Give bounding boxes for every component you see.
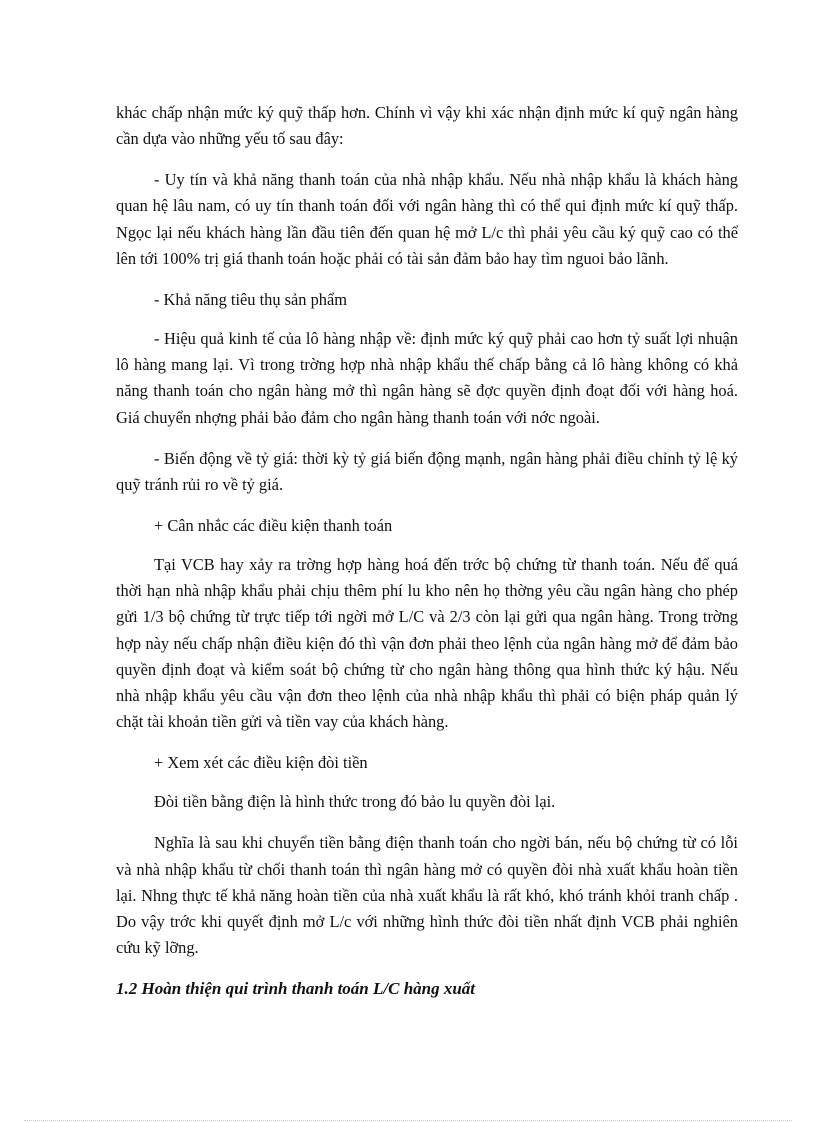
document-page <box>116 100 738 1002</box>
paragraph-meaning: Nghĩa là sau khi chuyển tiền bằng điện thanh toán cho ngời bán, nếu bộ chứng từ có lỗi và nhà nhập khẩu từ chối thanh toán thì ngân hàng mở có quyền đòi nhà xuất khẩu hoàn tiền lại. Nhng thực tế khả năng hoàn tiền của nhà xuất khẩu là rất khó, khó tránh khỏi tranh chấp . Do vậy trớc khi quyết định mở L/c với những hình thức đòi tiền nhất định VCB phải nghiên cứu kỹ lỡng. <box>116 833 738 958</box>
paragraph-continuation: khác chấp nhận mức ký quỹ thấp hơn. Chính vì vậy khi xác nhận định mức kí quỹ ngân hàng cần dựa vào những yếu tố sau đây: <box>116 103 738 149</box>
paragraph-reputation: - Uy tín và khả năng thanh toán của nhà nhập khẩu. Nếu nhà nhập khẩu là khách hàng quan hệ lâu nam, có uy tín thanh toán đối với ngân hàng thì có thể qui định mức kí quỹ thấp. Ngọc lại nếu khách hàng lần đầu tiên đến quan hệ mở L/c thì phải yêu cầu ký quỹ cao có thể lên tới 100% trị giá thanh toán hoặc phải có tài sản đảm bảo hay tìm nguoi bảo lãnh. <box>116 170 738 268</box>
paragraph-economic-efficiency: - Hiệu quả kinh tế của lô hàng nhập về: định mức ký quỹ phải cao hơn tỷ suất lợi nhuận lô hàng mang lại. Vì trong trờng hợp nhà nhập khẩu thế chấp bằng cả lô hàng không có khả năng thanh toán cho ngân hàng mở thì ngân hàng sẽ đợc quyền định đoạt đối với hàng hoá. Giá chuyển nhợng phải bảo đảm cho ngân hàng thanh toán với nớc ngoài. <box>116 329 738 427</box>
paragraph-vcb-case: Tại VCB hay xảy ra trờng hợp hàng hoá đến trớc bộ chứng từ thanh toán. Nếu để quá thời hạn nhà nhập khẩu phải chịu thêm phí lu kho nên họ thờng yêu cầu ngân hàng cho phép gửi 1/3 bộ chứng từ trực tiếp tới ngời mở L/C và 2/3 còn lại gửi qua ngân hàng. Trong trờng hợp này nếu chấp nhận điều kiện đó thì vận đơn phải theo lệnh của ngân hàng mở để đảm bảo quyền định đoạt và kiểm soát bộ chứng từ cho ngân hàng thông qua hình thức ký hậu. Nếu nhà nhập khẩu yêu cầu vận đơn theo lệnh của nhà nhập khẩu thì phải có biện pháp quản lý chặt tài khoản tiền gửi và tiền vay của khách hàng. <box>116 555 738 732</box>
paragraph-telegraphic-claim: Đòi tiền bằng điện là hình thức trong đó bảo lu quyền đòi lại. <box>154 792 556 812</box>
section-heading: 1.2 Hoàn thiện qui trình thanh toán L/C hàng xuất <box>116 979 476 999</box>
paragraph-exchange-rate: - Biến động về tỷ giá: thời kỳ tỷ giá biến động mạnh, ngân hàng phải điều chỉnh tỷ lệ ký quỹ tránh rủi ro về tỷ giá. <box>116 448 738 494</box>
paragraph-consumption: - Khả năng tiêu thụ sản phẩm <box>154 289 347 309</box>
paragraph-claim-conditions: + Xem xét các điều kiện đòi tiền <box>154 753 368 773</box>
paragraph-payment-conditions: + Cân nhắc các điều kiện thanh toán <box>154 515 393 535</box>
footer-divider <box>24 1120 792 1121</box>
